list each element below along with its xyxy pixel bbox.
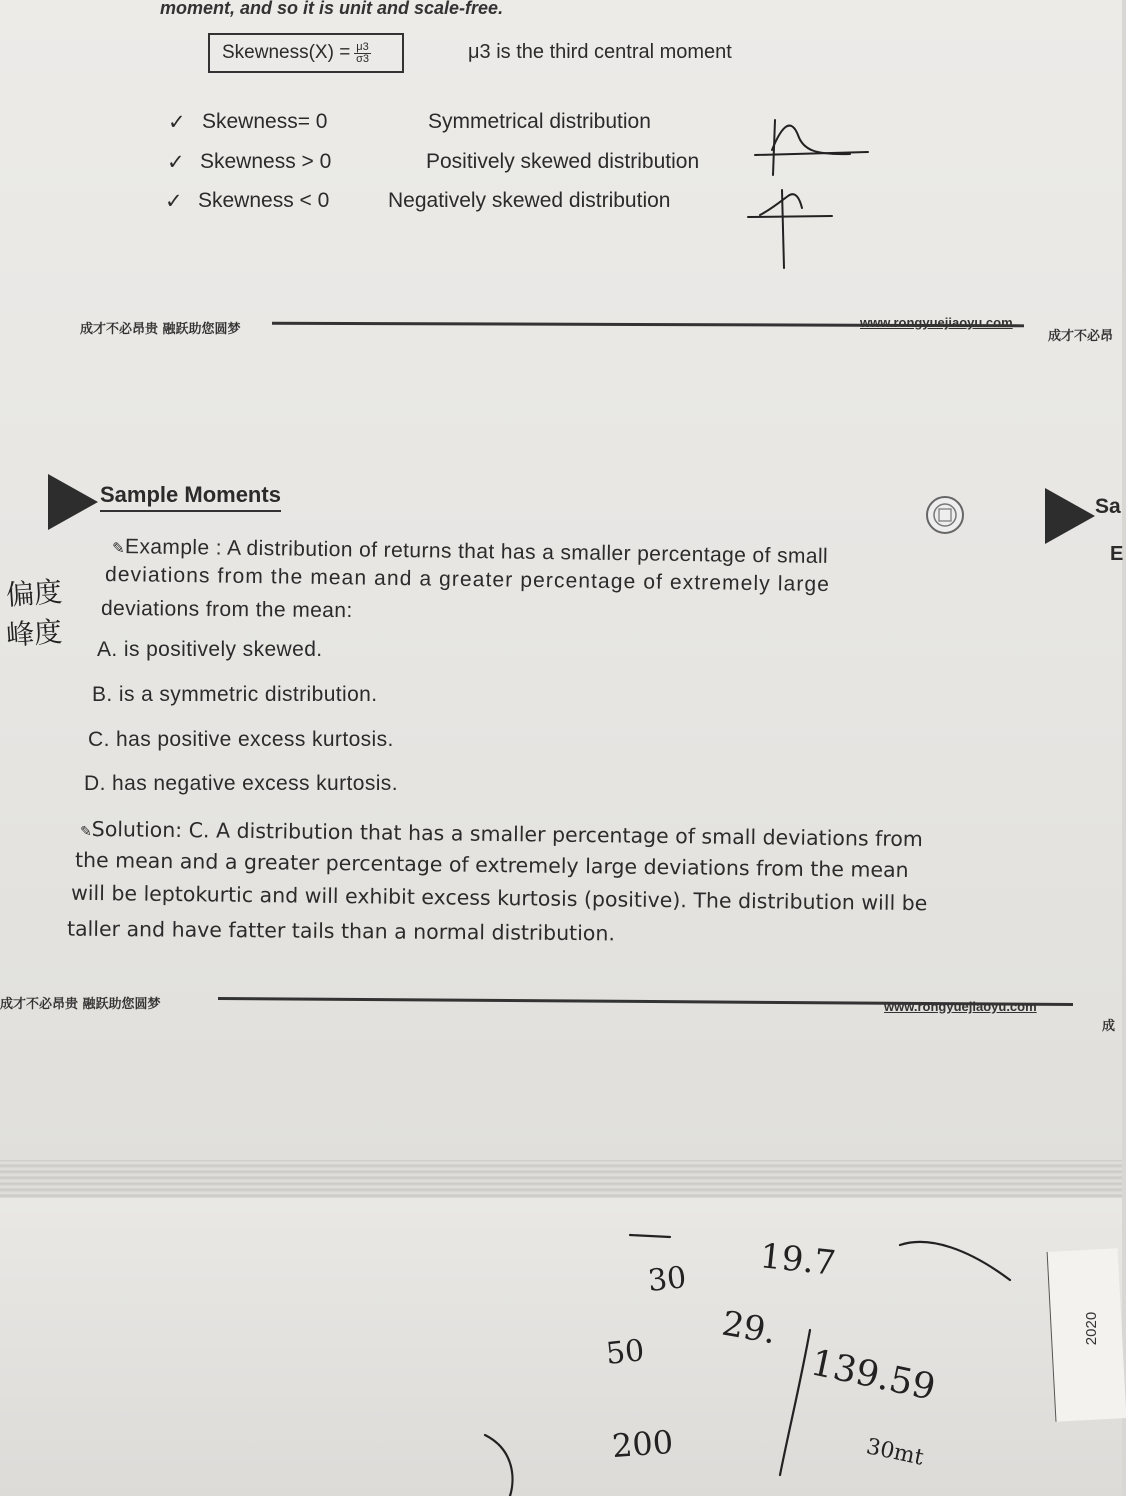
handwritten-note-kurtosis: 峰度 (5, 615, 64, 652)
handwritten-number: 50 (604, 1333, 646, 1372)
example-line-2: deviations from the mean and a greater percentage of extremely large (104, 562, 831, 597)
pencil-icon: ✎ (79, 823, 92, 840)
solution-line-2: the mean and a greater percentage of extremely large deviations from the mean (74, 847, 909, 883)
right-page-title: Sa (1095, 495, 1121, 518)
mu-note: μ3 is the third central moment (468, 41, 732, 63)
strip-year: 2020 (1082, 1311, 1100, 1346)
check-mark: ✓ (165, 190, 183, 213)
example-line-3: deviations from the mean: (100, 596, 353, 623)
footer-slogan-2: 成才不必昂贵 融跃助您圆梦 (0, 997, 161, 1012)
handwritten-number: 29. (718, 1303, 780, 1353)
section-title: Sample Moments (100, 482, 281, 512)
row-meaning: Negatively skewed distribution (388, 189, 671, 212)
example-text-1: Example : A distribution of returns that has a smaller percentage of small (124, 535, 829, 568)
footer-url-2: www.rongyuejiaoyu.com (884, 999, 1037, 1014)
check-mark: ✓ (168, 111, 186, 134)
formula-denominator: σ3 (356, 52, 369, 65)
ink-stroke (900, 1242, 1010, 1280)
row-meaning: Symmetrical distribution (428, 110, 651, 133)
formula-label: Skewness(X) = (222, 42, 351, 63)
logo-seal-icon (924, 494, 966, 536)
formula-numerator: μ3 (356, 40, 369, 53)
solution-line-3: will be leptokurtic and will exhibit excess kurtosis (positive). The distribution will be (70, 880, 928, 916)
option-a: A. is positively skewed. (97, 638, 323, 661)
handwritten-number: 200 (610, 1422, 675, 1466)
footer-url: www.rongyuejiaoyu.com (860, 315, 1013, 330)
handwritten-note-skewness: 偏度 (5, 575, 64, 612)
right-page-arrow-icon (1045, 488, 1095, 544)
sketch-curve-negative (760, 194, 802, 215)
footer-slogan: 成才不必昂贵 融跃助您圆梦 (80, 322, 241, 337)
sketch-baseline-1 (755, 152, 868, 155)
pencil-icon: ✎ (111, 540, 126, 558)
check-mark: ✓ (167, 151, 185, 174)
row-meaning: Positively skewed distribution (426, 150, 700, 173)
sketch-baseline-2 (748, 216, 832, 217)
section-arrow-icon (48, 474, 98, 530)
row-condition: Skewness < 0 (198, 189, 330, 212)
option-b: B. is a symmetric distribution. (92, 683, 378, 706)
handwritten-number: 139.59 (807, 1342, 939, 1409)
hand-sketch-curves (740, 110, 880, 280)
handwritten-number: 30mt (864, 1434, 926, 1471)
sketch-axis-2 (782, 190, 784, 268)
handwritten-strokes (470, 1225, 1030, 1496)
solution-text-1: Solution: C. A distribution that has a smaller percentage of small deviations from (91, 816, 923, 852)
option-c: C. has positive excess kurtosis. (88, 728, 394, 751)
skewness-formula (208, 33, 404, 73)
row-condition: Skewness > 0 (200, 150, 332, 173)
handwritten-number: 30 (646, 1260, 688, 1299)
formula-fraction (354, 42, 370, 65)
stacked-page-edges (0, 1160, 1122, 1200)
sketch-curve-positive (772, 126, 850, 155)
ink-bracket (780, 1330, 810, 1475)
right-page-slogan: 成才不必昂 (1048, 329, 1114, 344)
right-page-slogan-2: 成 (1102, 1019, 1116, 1034)
solution-line-4: taller and have fatter tails than a normal distribution. (66, 916, 616, 946)
right-page-letter: E (1110, 543, 1124, 565)
handwritten-number: 19.7 (758, 1236, 838, 1284)
intro-line: moment, and so it is unit and scale-free. (160, 0, 504, 18)
option-d: D. has negative excess kurtosis. (84, 772, 398, 795)
ink-arc (485, 1435, 512, 1496)
row-condition: Skewness= 0 (202, 110, 328, 133)
